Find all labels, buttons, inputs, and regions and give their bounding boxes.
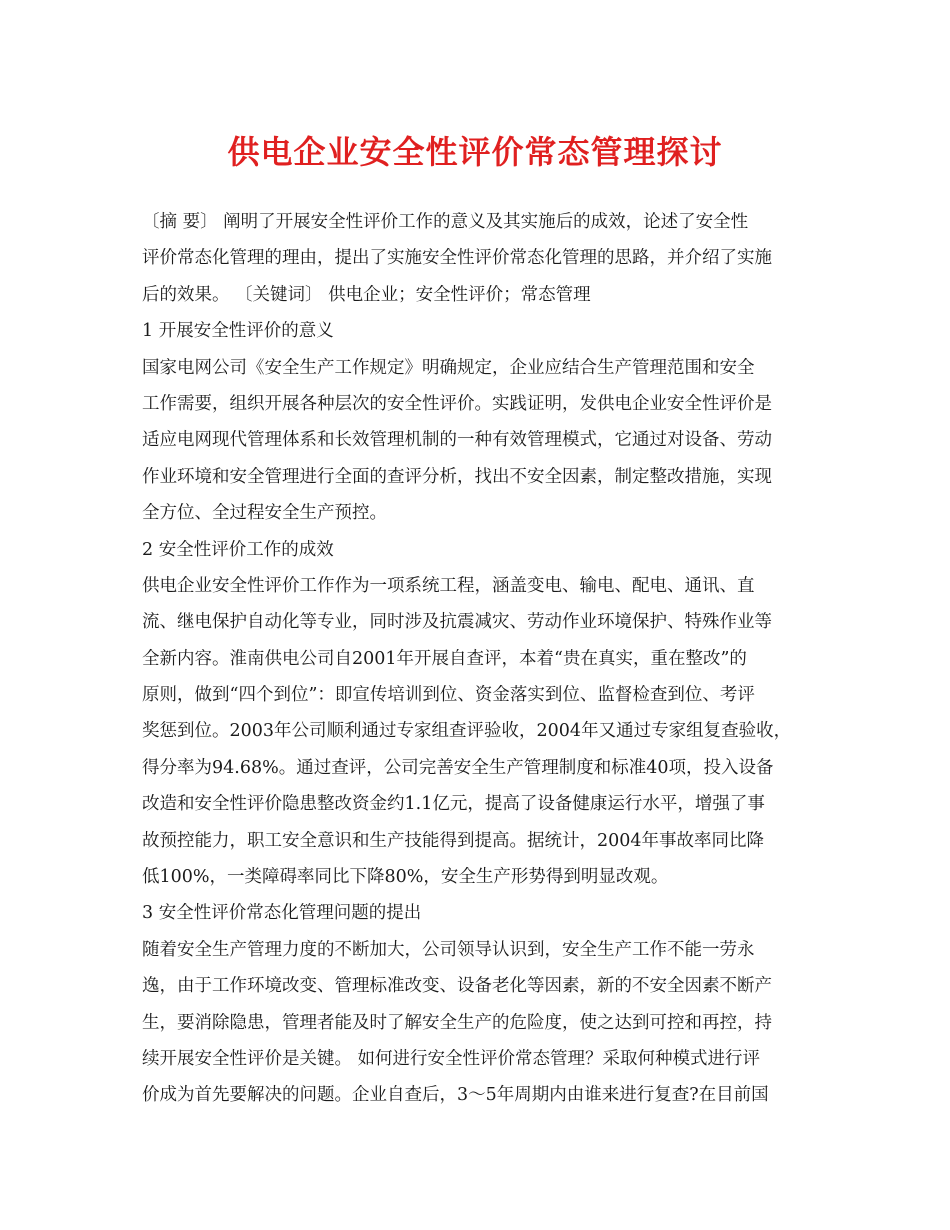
- body-line: 适应电网现代管理体系和长效管理机制的一种有效管理模式，它通过对设备、劳动: [142, 430, 772, 451]
- body-line: 评价常态化管理的理由，提出了实施安全性评价常态化管理的思路，并介绍了实施: [142, 248, 772, 269]
- body-line: 供电企业安全性评价工作作为一项系统工程，涵盖变电、输电、配电、通讯、直: [142, 575, 755, 596]
- body-line: 续开展安全性评价是关键。 如何进行安全性评价常态管理？采取何种模式进行评: [142, 1048, 761, 1069]
- section-heading-2: 2 安全性评价工作的成效: [142, 539, 334, 560]
- body-line: 生，要消除隐患，管理者能及时了解安全生产的危险度，使之达到可控和再控，持: [142, 1012, 772, 1033]
- body-line: 〔摘 要〕 阐明了开展安全性评价工作的意义及其实施后的成效，论述了安全性: [142, 212, 749, 232]
- body-line: 原则，做到“四个到位”：即宣传培训到位、资金落实到位、监督检查到位、考评: [142, 685, 755, 706]
- body-line: 全方位、全过程安全生产预控。: [142, 503, 387, 524]
- body-line: 价成为首先要解决的问题。企业自查后，3～5年周期内由谁来进行复查?在目前国: [142, 1085, 769, 1106]
- body-line: 奖惩到位。2003年公司顺利通过专家组查评验收，2004年又通过专家组复查验收，: [142, 721, 792, 742]
- body-line: 后的效果。 〔关键词〕 供电企业；安全性评价；常态管理: [142, 284, 591, 305]
- body-line: 作业环境和安全管理进行全面的查评分析，找出不安全因素，制定整改措施，实现: [142, 466, 772, 487]
- body-line: 流、继电保护自动化等专业，同时涉及抗震减灾、劳动作业环境保护、特殊作业等: [142, 612, 772, 633]
- body-line: 改造和安全性评价隐患整改资金约1.1亿元，提高了设备健康运行水平，增强了事: [142, 794, 765, 815]
- body-line: 国家电网公司《安全生产工作规定》明确规定，企业应结合生产管理范围和安全: [142, 357, 755, 378]
- document-body: [142, 204, 814, 1114]
- section-heading-3: 3 安全性评价常态化管理问题的提出: [142, 903, 422, 924]
- body-line: 全新内容。淮南供电公司自2001年开展自查评，本着“贵在真实，重在整改”的: [142, 648, 747, 669]
- body-line: 逸，由于工作环境改变、管理标准改变、设备老化等因素，新的不安全因素不断产: [142, 976, 772, 997]
- body-line: 工作需要，组织开展各种层次的安全性评价。实践证明，发供电企业安全性评价是: [142, 393, 772, 414]
- body-line: 随着安全生产管理力度的不断加大，公司领导认识到，安全生产工作不能一劳永: [142, 939, 755, 960]
- body-line: 故预控能力，职工安全意识和生产技能得到提高。据统计，2004年事故率同比降: [142, 830, 765, 851]
- body-line: 得分率为94.68%。通过查评，公司完善安全生产管理制度和标准40项，投入设备: [142, 757, 774, 778]
- body-line: 低100%，一类障碍率同比下降80%，安全生产形势得到明显改观。: [142, 867, 669, 888]
- section-heading-1: 1 开展安全性评价的意义: [142, 321, 334, 342]
- document-title: 供电企业安全性评价常态管理探讨: [227, 133, 723, 171]
